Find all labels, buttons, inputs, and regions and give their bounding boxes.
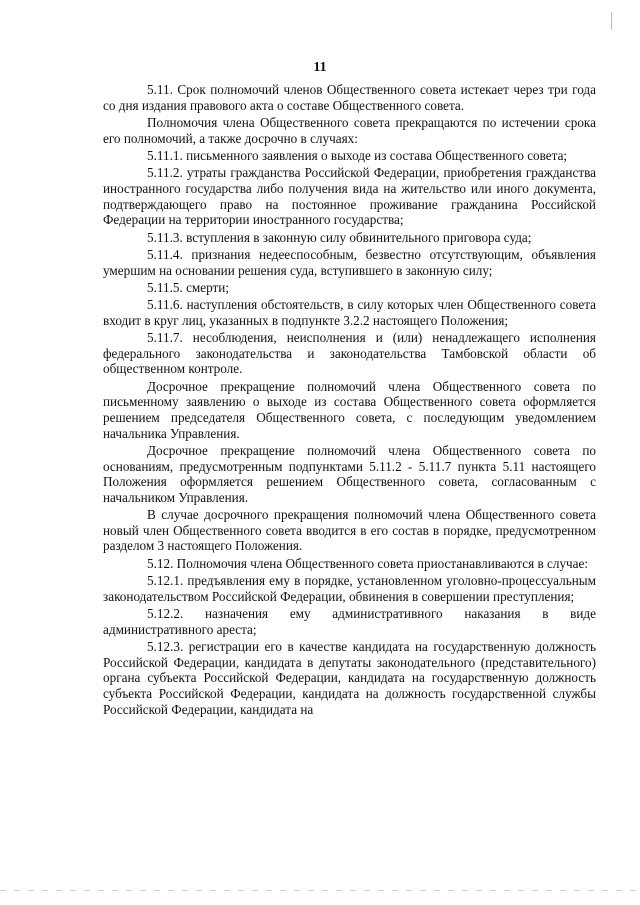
paragraph-5-11-3: 5.11.3. вступления в законную силу обвинительного приговора суда; <box>147 229 532 245</box>
paragraph-5-11-1: 5.11.1. письменного заявления о выходе из состава Общественного совета; <box>147 147 568 163</box>
document-body <box>103 82 596 719</box>
scan-edge-line <box>0 890 640 891</box>
page-number: 11 <box>313 60 327 75</box>
paragraph-5-12-3: 5.12.3. регистрации его в качестве кандидата на государственную должность Российской Федерации, кандидата в депутаты законодательного (представительного) органа субъекта Российской Федерации, кандидата на государственную должность субъекта Российской Федерации, кандидата на должность государственной службы Российской Федерации, кандидата на <box>103 639 596 717</box>
paragraph-early-termination-grounds: Досрочное прекращение полномочий члена Общественного совета по основаниям, предусмотренным подпунктами 5.11.2 - 5.11.7 пункта 5.11 настоящего Положения оформляется решением Общественного совета, согласованным с начальником Управления. <box>103 443 596 505</box>
paragraph-5-11-6: 5.11.6. наступления обстоятельств, в силу которых член Общественного совета входит в круг лиц, указанных в подпункте 3.2.2 настоящего Положения; <box>103 297 596 328</box>
paragraph-early-termination-statement: Досрочное прекращение полномочий члена Общественного совета по письменному заявлению о выходе из состава Общественного совета оформляется решением председателя Общественного совета, с последующим уведомлением начальника Управления. <box>103 378 596 441</box>
paragraph-termination-intro: Полномочия члена Общественного совета прекращаются по истечении срока его полномочий, а также досрочно в случаях: <box>103 114 596 146</box>
paragraph-new-member: В случае досрочного прекращения полномочий члена Общественного совета новый член Общественного совета вводится в его состав в порядке, предусмотренном разделом 3 настоящего Положения. <box>103 507 596 554</box>
paragraph-5-12-1: 5.12.1. предъявления ему в порядке, установленном уголовно-процессуальным законодательством Российской Федерации, обвинения в совершении преступления; <box>103 573 596 604</box>
paragraph-5-12-2: 5.12.2. назначения ему административного наказания в виде административного ареста; <box>103 606 596 637</box>
paragraph-5-12: 5.12. Полномочия члена Общественного совета приостанавливаются в случае: <box>147 555 589 571</box>
paragraph-5-11-5: 5.11.5. смерти; <box>147 279 230 295</box>
paragraph-5-11-7: 5.11.7. несоблюдения, неисполнения и (или) ненадлежащего исполнения федерального законодательства и законодательства Тамбовской области об общественном контроле. <box>103 330 596 377</box>
paragraph-5-11-4: 5.11.4. признания недееспособным, безвестно отсутствующим, объявления умершим на основании решения суда, вступившего в законную силу; <box>103 246 596 278</box>
scan-mark <box>611 12 612 30</box>
paragraph-5-11-2: 5.11.2. утраты гражданства Российской Федерации, приобретения гражданства иностранного государства либо получения вида на жительство или иного документа, подтверждающего право на постоянное проживание гражданина Российской Федерации на территории иностранного государства; <box>103 165 596 228</box>
paragraph-5-11: 5.11. Срок полномочий членов Общественного совета истекает через три года со дня издания правового акта о составе Общественного совета. <box>103 82 596 113</box>
